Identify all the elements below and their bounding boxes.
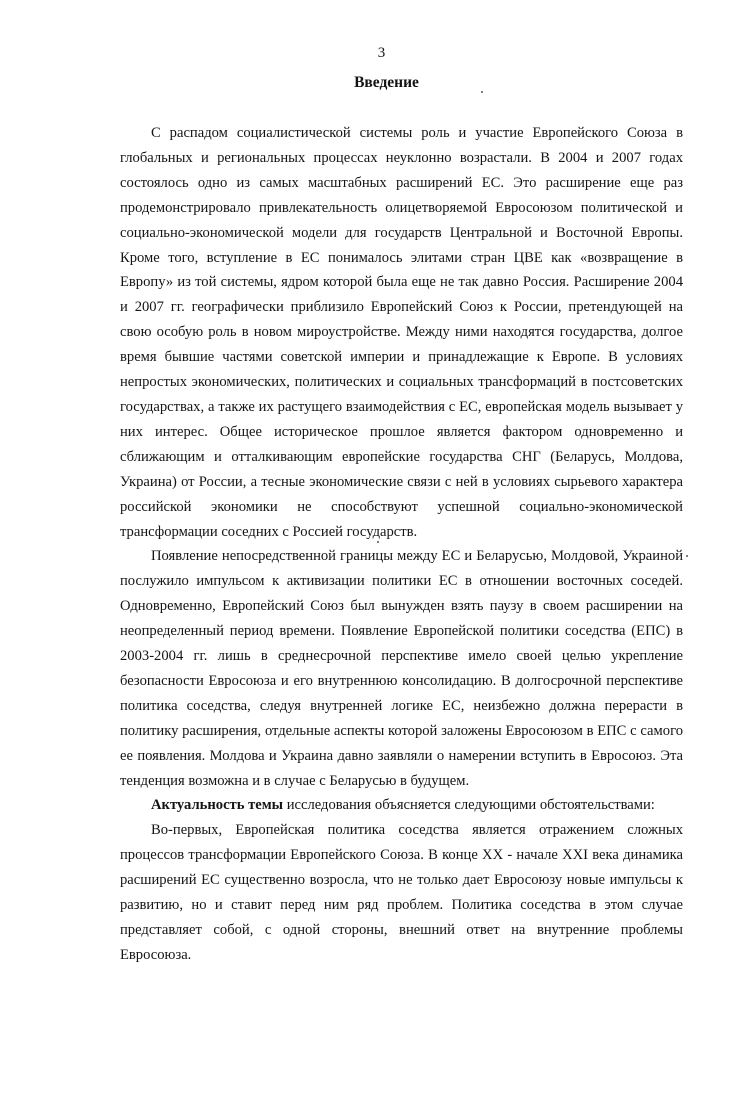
scan-speck — [481, 91, 483, 93]
page-number: 3 — [377, 45, 386, 61]
relevance-lead: Актуальность темы — [151, 797, 284, 814]
scan-speck — [686, 555, 688, 557]
scan-speck — [377, 541, 379, 543]
relevance-text: исследования объясняется следующими обстоятельствами: — [283, 797, 655, 814]
paragraph-border: Появление непосредственной границы между ЕС и Беларусью, Молдовой, Украиной послужило импульсом к активизации политики ЕС в отношении восточных соседей. Одновременно, Европейский Союз был вынужден взять паузу в своем расширении на неопределенный период времени. Появление Европейской политики соседства (ЕПС) в 2003-2004 гг. лишь в среднесрочной перспективе имело своей целью укрепление безопасности Евросоюза и его внутреннюю консолидацию. В долгосрочной перспективе политика соседства, следуя внутренней логике ЕС, неизбежно должна перерасти в политику расширения, отдельные аспекты которой заложены Евросоюзом в ЕПС с самого ее появления. Молдова и Украина давно заявляли о намерении вступить в Евросоюз. Эта тенденция возможна и в случае с Беларусью в будущем. — [120, 548, 683, 789]
body-text — [120, 121, 683, 968]
paragraph-relevance — [120, 793, 683, 818]
section-title: Введение — [354, 74, 419, 91]
paragraph-firstly: Во-первых, Европейская политика соседства является отражением сложных процессов трансформации Европейского Союза. В конце XX - начале XXI века динамика расширений ЕС существенно возросла, что не только дает Евросоюзу новые импульсы к развитию, но и ставит перед ним ряд проблем. Политика соседства в этом случае представляет собой, с одной стороны, внешний ответ на внутренние проблемы Евросоюза. — [120, 822, 683, 963]
paragraph-intro: С распадом социалистической системы роль и участие Европейского Союза в глобальных и региональных процессах неуклонно возрастали. В 2004 и 2007 годах состоялось одно из самых масштабных расширений ЕС. Это расширение еще раз продемонстрировало привлекательность олицетворяемой Евросоюзом политической и социально-экономической модели для государств Центральной и Восточной Европы. Кроме того, вступление в ЕС понималось элитами стран ЦВЕ как «возвращение в Европу» из той системы, ядром которой была еще не так давно Россия. Расширение 2004 и 2007 гг. географически приблизило Европейский Союз к России, претендующей на свою особую роль в новом мироустройстве. Между ними находятся государства, долгое время бывшие частями советской империи и принадлежащие к Европе. В условиях непростых экономических, политических и социальных трансформаций в постсоветских государствах, а также их растущего взаимодействия с ЕС, европейская модель вызывает у них интерес. Общее историческое прошлое является фактором одновременно и сближающим и отталкивающим европейские государства СНГ (Беларусь, Молдова, Украина) от России, а тесные экономические связи с ней в условиях сырьевого характера российской экономики не способствуют успешной социально-экономической трансформации соседних с Россией государств. — [120, 125, 683, 540]
